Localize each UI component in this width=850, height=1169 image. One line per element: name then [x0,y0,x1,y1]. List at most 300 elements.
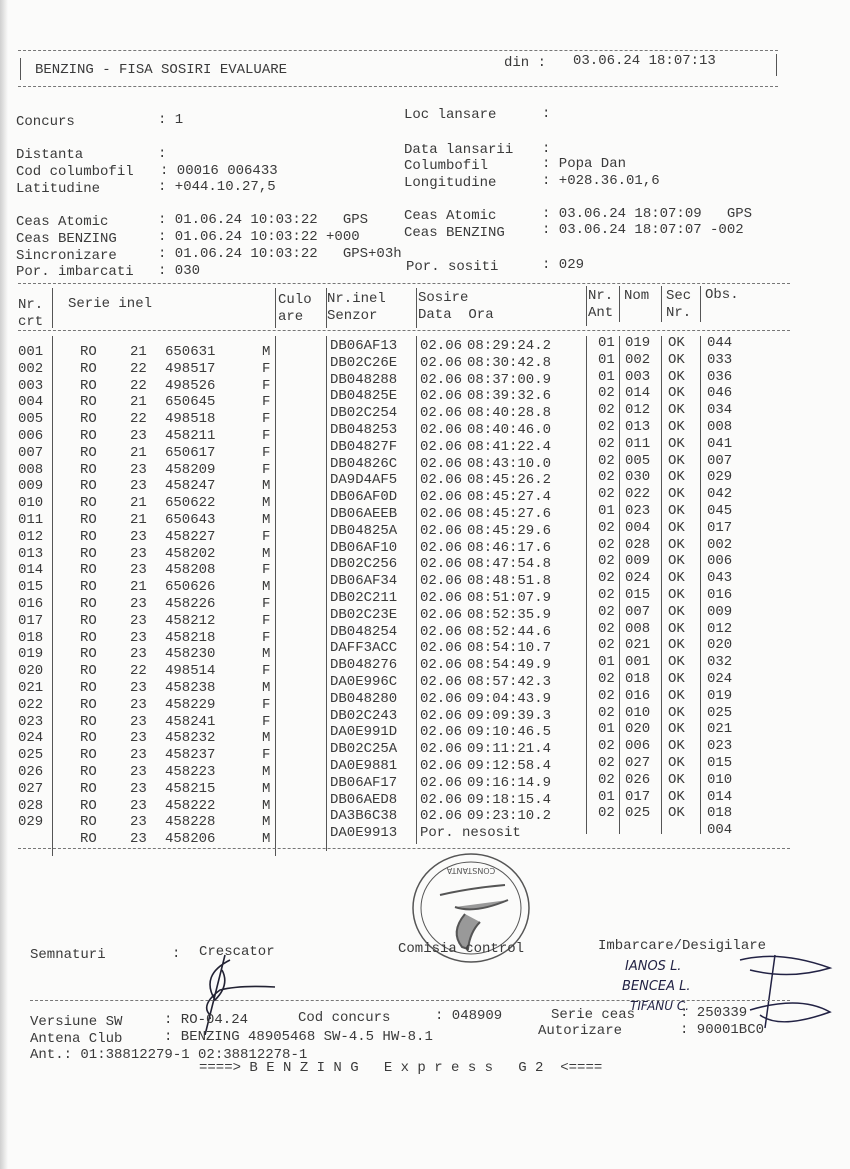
cell-sex: M [262,780,271,797]
ceas-atomic-start-label: Ceas Atomic [16,214,109,230]
cell-sensor: DA0E9913 [330,825,398,842]
cell-nom: 014 [625,385,651,402]
cell-year: 21 [130,394,147,411]
cell-ring-number: 458212 [165,612,216,629]
cell-arrival-date: 02.06 [420,808,463,825]
cell-arrival-time: 08:54:10.7 [467,640,552,657]
cell-sensor: DB06AF17 [330,774,398,791]
cell-arrival-time: 08:46:17.6 [467,539,552,556]
cell-sec: OK [668,620,685,637]
cell-nom: 030 [625,469,651,486]
cell-nom: 003 [625,368,651,385]
cell-year: 23 [130,478,147,495]
imbarcare-label: Imbarcare/Desigilare [598,938,767,954]
cell-ring-number: 458208 [165,562,216,579]
column-divider [619,336,620,834]
cell-nom: 011 [625,435,651,452]
cell-arrival-time: 08:40:28.8 [467,405,552,422]
cell-obs: 033 [707,351,733,368]
cell-sec: OK [668,486,685,503]
cell-arrival-time: 09:09:39.3 [467,707,552,724]
concurs-label: Concurs [16,114,75,130]
col-header-nr-inel: Nr.inel [327,291,386,307]
cell-country: RO [80,360,97,377]
cell-nr-crt: 028 [18,797,44,814]
cell-obs: 016 [707,587,733,603]
cell-ring-number: 458229 [165,696,216,713]
cell-arrival-date: 02.06 [420,354,463,371]
cell-sensor: DB048253 [330,422,398,438]
cell-arrival-time: 08:37:00.9 [467,371,552,388]
cell-ring-number: 650643 [165,512,216,528]
cell-sec: OK [668,687,685,704]
cell-sex: M [262,512,271,528]
cell-sex: F [262,629,271,646]
cell-obs: 044 [707,335,733,351]
cell-arrival-time: 08:54:49.9 [467,657,552,674]
col-header-sosire: Sosire [418,290,469,306]
cell-year: 23 [130,612,147,629]
cell-nr-ant: 02 [598,704,615,721]
cell-arrival-date: 02.06 [420,472,463,489]
cell-arrival-time: 09:18:15.4 [467,791,552,808]
cell-nr-ant: 02 [598,452,615,469]
cell-country: RO [80,713,97,730]
sositi-value: : 029 [542,257,585,273]
cell-sex: M [262,545,271,562]
ceas-atomic-start-value: : 01.06.24 10:03:22 GPS [158,212,369,228]
cell-ring-number: 650617 [165,444,216,461]
cell-country: RO [80,428,97,444]
cell-country: RO [80,747,97,764]
cod-concurs-value: : 048909 [435,1008,503,1024]
cell-sex: M [262,495,271,512]
cell-sec: OK [668,654,685,671]
cell-arrival-time: 09:04:43.9 [467,690,552,707]
cell-arrival-date: 02.06 [420,388,463,405]
cell-nr-ant: 01 [598,335,615,351]
benzing-express-brand: ====> B E N Z I N G E x p r e s s G 2 <==== [199,1060,603,1076]
ceas-atomic-end-value: : 03.06.24 18:07:09 GPS [542,206,753,222]
cell-arrival-date: 02.06 [420,657,463,674]
cell-nr-crt: 012 [18,528,44,545]
cell-country: RO [80,780,97,797]
cell-obs: 019 [707,687,733,704]
cell-nr-ant: 02 [598,687,615,704]
cell-arrival-time: 08:29:24.2 [467,338,552,354]
cell-sex: F [262,747,271,764]
column-divider [416,288,417,328]
cell-ring-number: 458227 [165,528,216,545]
cell-arrival-time: 08:57:42.3 [467,674,552,690]
cell-obs: 032 [707,654,733,671]
cell-nr-ant: 02 [598,755,615,771]
antenna-info: Ant.: 01:38812279-1 02:38812278-1 [30,1047,308,1063]
cell-year: 21 [130,512,147,528]
cell-arrival-date: 02.06 [420,573,463,590]
cell-nr-ant: 01 [598,788,615,805]
cell-nom: 015 [625,587,651,603]
cell-arrival-date: 02.06 [420,438,463,455]
cell-year: 21 [130,579,147,596]
cell-nr-ant: 01 [598,503,615,519]
cell-arrival-time: 08:45:27.6 [467,506,552,522]
cell-ring-number: 458222 [165,797,216,814]
cell-country: RO [80,646,97,663]
divider [18,848,790,849]
column-divider [586,336,587,834]
cell-country: RO [80,528,97,545]
cell-nom: 023 [625,503,651,519]
cell-arrival-time: 08:45:29.6 [467,522,552,539]
cell-sec: OK [668,385,685,402]
cell-year: 21 [130,344,147,360]
cell-year: 23 [130,562,147,579]
cell-nom: 012 [625,402,651,419]
cell-sex: F [262,596,271,612]
cell-arrival-date: 02.06 [420,489,463,506]
cell-sensor: DB048276 [330,657,398,674]
data-lansarii-value: : [542,141,551,157]
cell-country: RO [80,545,97,562]
cell-year: 23 [130,596,147,612]
divider [20,58,21,80]
cell-country: RO [80,478,97,495]
cell-country: RO [80,411,97,428]
divider [18,330,790,331]
cell-arrival-date: 02.06 [420,556,463,573]
cell-ring-number: 458206 [165,831,216,848]
cell-nr-crt: 017 [18,612,44,629]
cell-nr-ant: 02 [598,738,615,755]
col-header-sec: Sec [666,288,692,304]
cell-country: RO [80,612,97,629]
cell-nr-crt: 016 [18,596,44,612]
cell-country: RO [80,377,97,394]
cell-year: 23 [130,629,147,646]
cod-columbofil-value: : 00016 006433 [160,163,278,179]
cell-year: 22 [130,360,147,377]
svg-text:TIFANU C.: TIFANU C. [630,999,690,1013]
date-label: din : [504,55,547,71]
cell-sec: OK [668,519,685,536]
cell-nr-ant: 02 [598,486,615,503]
cell-sensor: DB06AF10 [330,539,398,556]
cell-sec: OK [668,335,685,351]
cell-arrival-date: 02.06 [420,606,463,623]
cell-sex: M [262,646,271,663]
cell-sec: OK [668,469,685,486]
cell-sensor: DA0E991D [330,724,398,741]
concurs-value: : 1 [158,112,184,128]
cell-sensor: DB02C23E [330,606,398,623]
cell-year: 23 [130,696,147,713]
columbofil-value: : Popa Dan [542,156,627,172]
loc-lansare-label: Loc lansare [404,107,497,123]
col-header-serie: Serie inel [68,296,153,312]
print-date: 03.06.24 18:07:13 [573,53,716,69]
cell-nr-crt: 001 [18,344,44,360]
cell-arrival-date: 02.06 [420,506,463,522]
cell-sex: M [262,680,271,696]
cell-country: RO [80,730,97,747]
col-header-nr-ant: Nr. [588,288,614,304]
cell-sensor: DB02C25A [330,741,398,758]
cell-sex: F [262,394,271,411]
column-divider [52,336,53,856]
cell-country: RO [80,629,97,646]
cell-nr-crt: 005 [18,411,44,428]
cell-ring-number: 458238 [165,680,216,696]
cell-arrival-date: 02.06 [420,674,463,690]
cell-arrival-date: 02.06 [420,758,463,774]
cell-ring-number: 498526 [165,377,216,394]
divider [18,50,778,51]
cell-year: 22 [130,411,147,428]
cell-nr-crt: 009 [18,478,44,495]
cell-nr-crt: 026 [18,764,44,780]
cell-sensor: DA0E9881 [330,758,398,774]
column-divider [700,336,701,834]
comisia-control-label: Comisia control [398,941,525,957]
cell-sex: F [262,713,271,730]
cell-nr-crt: 002 [18,360,44,377]
cell-ring-number: 458241 [165,713,216,730]
cell-sec: OK [668,671,685,687]
svg-text:BENCEA L.: BENCEA L. [622,979,691,994]
cell-nom: 001 [625,654,651,671]
cell-obs: 015 [707,755,733,771]
cell-arrival-time: 08:52:44.6 [467,623,552,640]
cell-nom: 017 [625,788,651,805]
cell-arrival-time: 08:45:27.4 [467,489,552,506]
cell-year: 23 [130,831,147,848]
imbarcati-label: Por. imbarcati [16,264,134,280]
serie-ceas-value: : 250339 [680,1005,748,1021]
cell-sex: M [262,344,271,360]
semnaturi-label: Semnaturi [30,947,106,963]
cell-country: RO [80,814,97,831]
cell-nr-ant: 01 [598,654,615,671]
cell-arrival-time: 08:40:46.0 [467,422,552,438]
column-divider [661,336,662,834]
cell-arrival-time: 09:16:14.9 [467,774,552,791]
cell-ring-number: 498514 [165,663,216,680]
cell-sex: F [262,411,271,428]
cell-arrival-time: 08:43:10.0 [467,455,552,472]
cell-sec: OK [668,603,685,620]
cell-sec: OK [668,637,685,654]
cell-country: RO [80,797,97,814]
cell-sensor: DB04825A [330,522,398,539]
cell-sex: F [262,444,271,461]
cell-sensor: DAFF3ACC [330,640,398,657]
cell-arrival-date: 02.06 [420,590,463,606]
cell-ring-number: 650645 [165,394,216,411]
cell-arrival-date: 02.06 [420,690,463,707]
cell-nr-ant: 02 [598,435,615,452]
column-divider [275,336,276,856]
cell-sex: F [262,377,271,394]
cell-obs: 029 [707,469,733,486]
cell-sec: OK [668,351,685,368]
cell-obs: 012 [707,620,733,637]
cell-ring-number: 650631 [165,344,216,360]
cell-nom: 010 [625,704,651,721]
cell-nom: 022 [625,486,651,503]
cell-nr-crt: 003 [18,377,44,394]
cell-sex: F [262,612,271,629]
cell-year: 23 [130,680,147,696]
col-header-sec-nr: Nr. [666,305,692,321]
cell-nr-ant: 02 [598,587,615,603]
cell-arrival-date: 02.06 [420,724,463,741]
col-header-culoare: Culo [278,292,312,308]
cell-nr-crt: 025 [18,747,44,764]
cell-sensor: DA0E996C [330,674,398,690]
cell-nom: 006 [625,738,651,755]
cell-sex: F [262,696,271,713]
cell-sensor: DB06AF34 [330,573,398,590]
column-divider [326,288,327,328]
distanta-label: Distanta [16,147,84,163]
cell-obs: 025 [707,704,733,721]
cell-ring-number: 458232 [165,730,216,747]
cell-nr-crt: 006 [18,428,44,444]
cell-country: RO [80,663,97,680]
cell-nom: 018 [625,671,651,687]
versiune-label: Versiune SW [30,1014,123,1030]
cell-ring-number: 458211 [165,428,216,444]
col-header-ant: Ant [588,305,614,321]
cell-nr-ant: 02 [598,805,615,822]
cell-sex: M [262,730,271,747]
cell-ring-number: 458223 [165,764,216,780]
cell-arrival-date: 02.06 [420,707,463,724]
cell-nr-ant: 02 [598,603,615,620]
cell-arrival-date: 02.06 [420,422,463,438]
imbarcati-value: : 030 [158,263,201,279]
cell-nr-crt: 014 [18,562,44,579]
cell-nom: 027 [625,755,651,771]
divider [18,86,778,87]
cell-arrival-date: 02.06 [420,640,463,657]
cell-year: 23 [130,646,147,663]
cell-arrival-date: 02.06 [420,623,463,640]
cell-country: RO [80,495,97,512]
cell-ring-number: 458202 [165,545,216,562]
data-lansarii-label: Data lansarii [404,142,514,158]
ceas-benzing-end-label: Ceas BENZING [404,225,505,241]
cell-year: 22 [130,663,147,680]
cell-obs: 009 [707,603,733,620]
autorizare-value: : 90001BC0 [680,1022,765,1038]
cell-obs: 043 [707,570,733,587]
cell-year: 23 [130,713,147,730]
cell-nr-crt: 011 [18,512,44,528]
cell-arrival-time: 08:45:26.2 [467,472,552,489]
svg-text:IANOS L.: IANOS L. [625,959,682,974]
cell-obs: 008 [707,419,733,435]
scan-edge [0,0,8,1169]
cell-arrival-date: 02.06 [420,371,463,388]
cell-sec: OK [668,419,685,435]
cell-year: 21 [130,444,147,461]
cell-nom: 004 [625,519,651,536]
cell-ring-number: 650626 [165,579,216,596]
cell-sensor: DB06AED8 [330,791,398,808]
cell-year: 23 [130,764,147,780]
cell-arrival-date: 02.06 [420,539,463,556]
cell-nom: 009 [625,553,651,570]
cell-nr-ant: 02 [598,402,615,419]
cell-ring-number: 498517 [165,360,216,377]
latitudine-value: : +044.10.27,5 [158,179,276,195]
cell-obs: 021 [707,721,733,738]
cell-sec: OK [668,503,685,519]
cell-year: 23 [130,428,147,444]
column-divider [275,288,276,328]
cell-sensor: DA9D4AF5 [330,472,398,489]
cell-country: RO [80,579,97,596]
cod-columbofil-label: Cod columbofil [16,164,134,180]
cell-sec: OK [668,805,685,822]
cell-arrival-time: 08:48:51.8 [467,573,552,590]
cell-obs: 045 [707,503,733,519]
cell-arrival-time: 08:51:07.9 [467,590,552,606]
cell-sec: OK [668,788,685,805]
cell-sex: M [262,797,271,814]
cell-sensor: DB048280 [330,690,398,707]
cell-sex: F [262,428,271,444]
sincronizare-value: : 01.06.24 10:03:22 GPS+03h [158,246,402,262]
cell-sec: OK [668,402,685,419]
cell-nr-crt: 015 [18,579,44,596]
cell-ring-number: 458215 [165,780,216,797]
cell-obs: 042 [707,486,733,503]
cell-arrival-date: 02.06 [420,741,463,758]
cell-nom: 028 [625,536,651,553]
cell-nr-ant: 02 [598,553,615,570]
cell-ring-number: 458230 [165,646,216,663]
loc-lansare-value: : [542,106,551,122]
cell-arrival-date: 02.06 [420,405,463,422]
cell-arrival-time: 09:11:21.4 [467,741,552,758]
cell-sec: OK [668,771,685,788]
cell-sec: OK [668,536,685,553]
sincronizare-label: Sincronizare [16,248,117,264]
cell-obs: 010 [707,771,733,788]
antena-label: Antena Club [30,1031,123,1047]
cell-sex: M [262,814,271,831]
serie-ceas-label: Serie ceas [551,1007,636,1023]
cell-nr-crt: 023 [18,713,44,730]
cell-nr-ant: 02 [598,620,615,637]
autorizare-label: Autorizare [538,1023,623,1039]
column-divider [586,286,587,326]
cell-sec: OK [668,368,685,385]
cell-country: RO [80,444,97,461]
cell-sec: OK [668,553,685,570]
cell-year: 22 [130,377,147,394]
document-title: BENZING - FISA SOSIRI EVALUARE [35,62,288,78]
cell-nr-crt: 027 [18,780,44,797]
col-header-senzor: Senzor [327,308,378,324]
col-header-nr: Nr. [18,297,44,313]
column-divider [661,286,662,322]
cell-nr-ant: 01 [598,721,615,738]
cell-nr-ant: 02 [598,419,615,435]
